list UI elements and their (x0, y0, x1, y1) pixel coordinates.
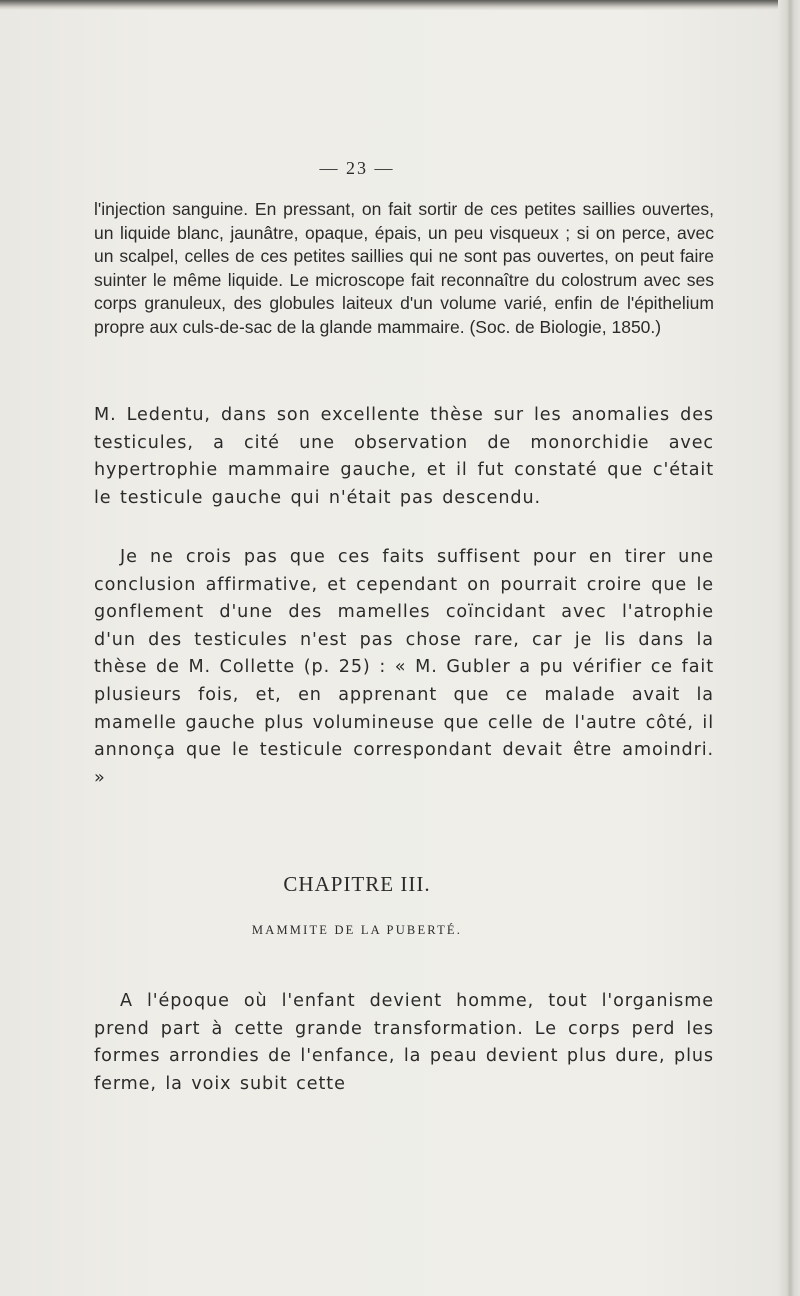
paragraph-4: A l'époque où l'enfant devient homme, tout l'organisme prend part à cette grande transformation. Le corps perd les formes arrondies de l'enfance, la peau devient plus dure, plus ferme, la voix subit cette (94, 991, 714, 1094)
page-top-edge (0, 0, 800, 10)
page-right-edge (778, 0, 800, 1296)
paragraph-3: Je ne crois pas que ces faits suffisent pour en tirer une conclusion affirmative, et cependant on pourrait croire que le gonflement d'une des mamelles coïncidant avec l'atrophie d'un des testicules n'est pas chose rare, car je lis dans la thèse de M. Collette (p. 25) : « M. Gubler a pu vérifier ce fait plusieurs fois, et, en apprenant que ce malade avait la mamelle gauche plus volumineuse que celle de l'autre côté, il annonça que le testicule correspondant devait être amoindri. » (94, 547, 714, 788)
paragraph-2: M. Ledentu, dans son excellente thèse sur les anomalies des testicules, a cité une observation de monorchidie avec hypertrophie mammaire gauche, et il fut constaté que c'était le testicule gauche qui n'était pas descendu. (94, 405, 714, 508)
chapter-subtitle: MAMMITE DE LA PUBERTÉ. (251, 923, 463, 937)
chapter-title: CHAPITRE III. (283, 872, 431, 896)
paragraph-1: l'injection sanguine. En pressant, on fait sortir de ces petites saillies ouvertes, un liquide blanc, jaunâtre, opaque, épais, un peu visqueux ; si on perce, avec un scalpel, celles de ces petites saillies qui ne sont pas ouvertes, on peut faire suinter le même liquide. Le microscope fait reconnaître du colostrum avec ses corps granuleux, des globules laiteux d'un volume varié, enfin de l'épithelium propre aux culs-de-sac de la glande mammaire. (Soc. de Biologie, 1850.) (94, 199, 714, 337)
page-number: — 23 — (319, 158, 395, 178)
